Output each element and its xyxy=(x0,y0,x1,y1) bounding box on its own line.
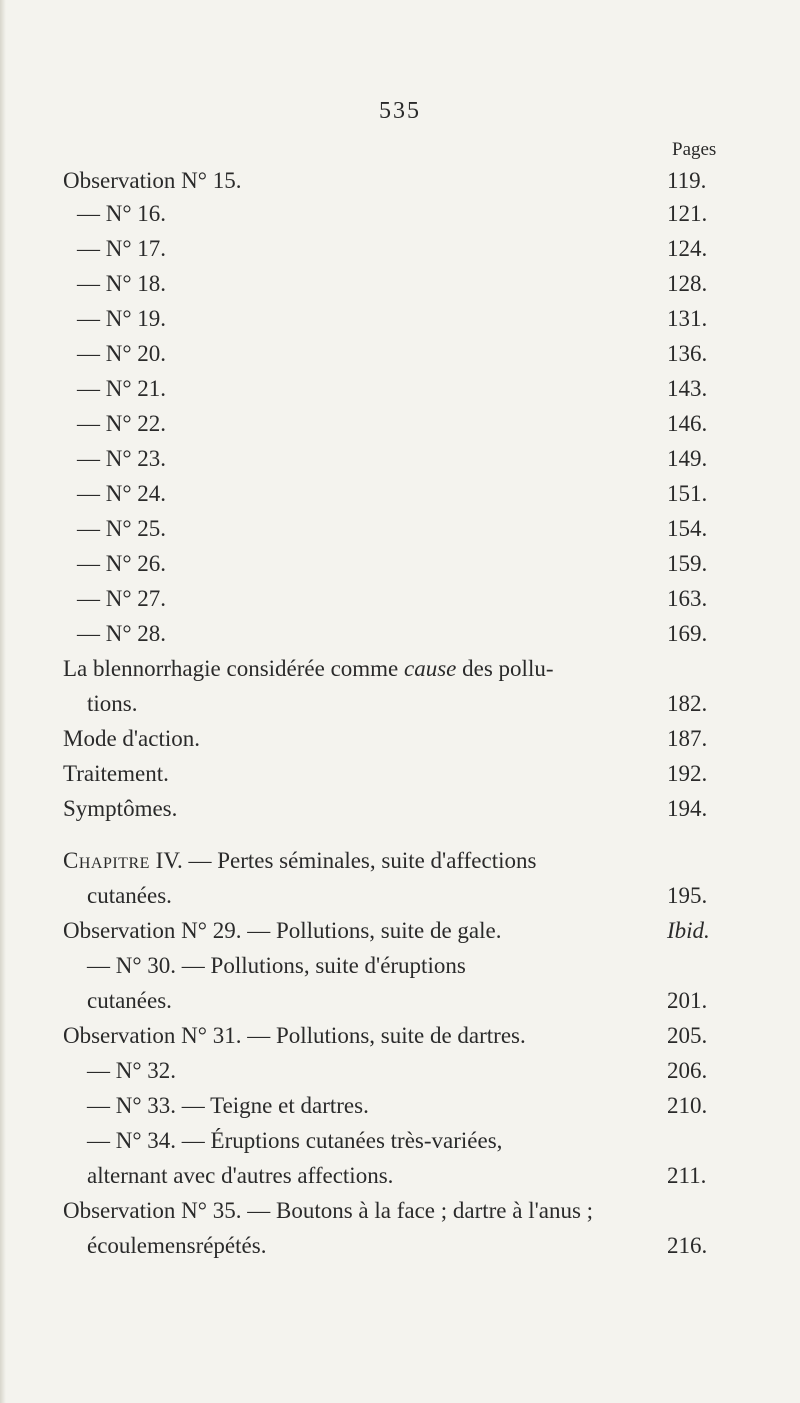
entry-label: cutanées. xyxy=(87,883,172,908)
entry-label: Observation N° 31. — Pollutions, suite de dartres. xyxy=(63,1023,526,1048)
entry-page: 149. xyxy=(667,446,708,471)
entry-label: — N° 19. xyxy=(77,306,167,331)
entry-label: — N° 32. xyxy=(87,1058,177,1083)
entry-page: 128. xyxy=(667,271,708,296)
entry-page: 169. xyxy=(667,621,708,646)
entry-label: — N° 18. xyxy=(77,271,167,296)
entry-label: écoulemensrépétés. xyxy=(87,1233,267,1258)
entry-label: — N° 34. — Éruptions cutanées très-variées, xyxy=(87,1128,503,1153)
entry-page: 119. xyxy=(667,168,707,193)
chapter-word: Chapitre xyxy=(63,848,150,873)
entry-page: 216. xyxy=(667,1233,708,1258)
entry-page: 146. xyxy=(667,411,708,436)
entry-label: — N° 33. — Teigne et dartres. xyxy=(87,1093,369,1118)
entry-label: — N° 20. xyxy=(77,341,167,366)
entry-page: 154. xyxy=(667,516,708,541)
entry-page: Ibid. xyxy=(667,918,710,943)
entry-label: cutanées. xyxy=(87,988,172,1013)
entry-label: Mode d'action. xyxy=(63,726,201,751)
entry-label: La blennorrhagie considérée comme cause des pollu- xyxy=(63,656,554,681)
entry-page: 159. xyxy=(667,551,708,576)
entry-page: 195. xyxy=(667,883,708,908)
entry-label: Observation N° 15. xyxy=(63,168,242,193)
entry-label: Observation N° 35. — Boutons à la face ; dartre à l'anus ; xyxy=(63,1198,594,1223)
entry-label: Traitement. xyxy=(63,761,169,786)
pages-column-label: Pages xyxy=(672,139,717,160)
entry-label: — N° 22. xyxy=(77,411,167,436)
entry-page: 201. xyxy=(667,988,708,1013)
entry-label: alternant avec d'autres affections. xyxy=(87,1163,394,1188)
entry-page: 187. xyxy=(667,726,708,751)
entry-page: 205. xyxy=(667,1023,708,1048)
entry-page: 192. xyxy=(667,761,708,786)
entry-label: — N° 16. xyxy=(77,201,167,226)
entry-page: 143. xyxy=(667,376,708,401)
entry-page: 206. xyxy=(667,1058,708,1083)
entry-page: 131. xyxy=(667,306,708,331)
entry-page: 182. xyxy=(667,691,708,716)
entry-label: — N° 27. xyxy=(77,586,167,611)
entry-page: 211. xyxy=(667,1163,707,1188)
page-number: 535 xyxy=(379,98,421,124)
entry-page: 136. xyxy=(667,341,708,366)
entry-page: 151. xyxy=(667,481,708,506)
entry-label: Observation N° 29. — Pollutions, suite de gale. xyxy=(63,918,502,943)
entry-label: — N° 21. xyxy=(77,376,167,401)
entry-label: tions. xyxy=(87,691,138,716)
entry-page: 121. xyxy=(667,201,708,226)
entry-page: 194. xyxy=(667,796,708,821)
entry-label: Symptômes. xyxy=(63,796,178,821)
entry-page: 163. xyxy=(667,586,708,611)
entry-label: — N° 17. xyxy=(77,236,167,261)
entry-label: — N° 24. xyxy=(77,481,167,506)
entry-label: — N° 30. — Pollutions, suite d'éruptions xyxy=(87,953,466,978)
entry-label: Chapitre IV. — Pertes séminales, suite d'affections xyxy=(63,848,537,873)
entry-label: — N° 25. xyxy=(77,516,167,541)
entry-label: — N° 26. xyxy=(77,551,167,576)
entry-page: 124. xyxy=(667,236,708,261)
entry-label: — N° 23. xyxy=(77,446,167,471)
entry-page: 210. xyxy=(667,1093,708,1118)
entry-label: — N° 28. xyxy=(77,621,167,646)
page-edge-shadow xyxy=(0,0,6,1403)
